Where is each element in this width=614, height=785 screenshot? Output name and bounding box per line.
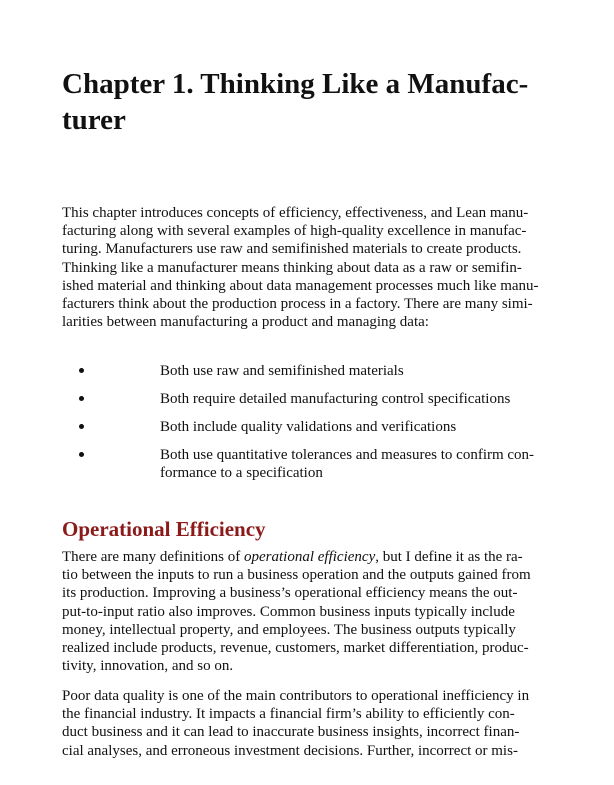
- emphasis-term: operational efficiency: [244, 549, 376, 565]
- text-line: its production. Improving a business’s operational efficiency means the out-: [62, 585, 518, 602]
- text-line: [62, 548, 562, 566]
- body-paragraph: [62, 548, 562, 675]
- bullet-dot-icon: [79, 396, 84, 401]
- bullet-text: Both use raw and semifinished materials: [160, 363, 404, 379]
- bullet-text: Both use quantitative tolerances and measures to confirm con-: [160, 447, 535, 463]
- text-fragment: There are many definitions of: [62, 549, 245, 565]
- text-line: duct business and it can lead to inaccurate business insights, incorrect finan-: [62, 724, 520, 741]
- bullet-item: [62, 446, 562, 482]
- bullet-dot-icon: [79, 368, 84, 373]
- text-line: ished material and thinking about data management processes much like manu-: [62, 277, 539, 294]
- body-paragraph: [62, 687, 562, 760]
- text-line: This chapter introduces concepts of efficiency, effectiveness, and Lean manu-: [62, 205, 529, 221]
- section-heading: Operational Efficiency: [62, 517, 266, 541]
- text-line: tivity, innovation, and so on.: [62, 658, 234, 675]
- text-line: the financial industry. It impacts a financial firm’s ability to efficiently con-: [62, 706, 515, 723]
- text-line: tio between the inputs to run a business operation and the outputs gained from: [62, 567, 531, 584]
- bullet-text: formance to a specification: [160, 465, 323, 482]
- chapter-title-line: turer: [62, 104, 126, 136]
- chapter-title: [62, 66, 562, 138]
- intro-paragraph: [62, 204, 562, 331]
- text-line: put-to-input ratio also improves. Common business inputs typically include: [62, 603, 515, 620]
- bullet-dot-icon: [79, 424, 84, 429]
- text-line: larities between manufacturing a product and managing data:: [62, 314, 429, 331]
- text-line: Poor data quality is one of the main contributors to operational inefficiency in: [62, 688, 530, 704]
- text-line: money, intellectual property, and employees. The business outputs typically: [62, 621, 516, 638]
- bullet-item: [62, 390, 562, 408]
- bullet-text: Both require detailed manufacturing control specifications: [160, 391, 511, 407]
- chapter-title-line: Chapter 1. Thinking Like a Manufac-: [62, 68, 529, 100]
- text-line: realized include products, revenue, customers, market differentiation, produc-: [62, 640, 529, 657]
- bullet-dot-icon: [79, 452, 84, 457]
- bullet-text: Both include quality validations and verifications: [160, 419, 457, 435]
- text-line: turing. Manufacturers use raw and semifinished materials to create products.: [62, 241, 522, 258]
- text-line: Thinking like a manufacturer means thinking about data as a raw or semifin-: [62, 259, 522, 276]
- text-line: facturing along with several examples of high-quality excellence in manufac-: [62, 223, 527, 240]
- text-line: facturers think about the production process in a factory. There are many simi-: [62, 296, 533, 313]
- text-fragment: , but I define it as the ra-: [375, 549, 523, 565]
- bullet-item: [62, 362, 562, 380]
- bullet-item: [62, 418, 562, 436]
- text-line: cial analyses, and erroneous investment decisions. Further, incorrect or mis-: [62, 742, 518, 759]
